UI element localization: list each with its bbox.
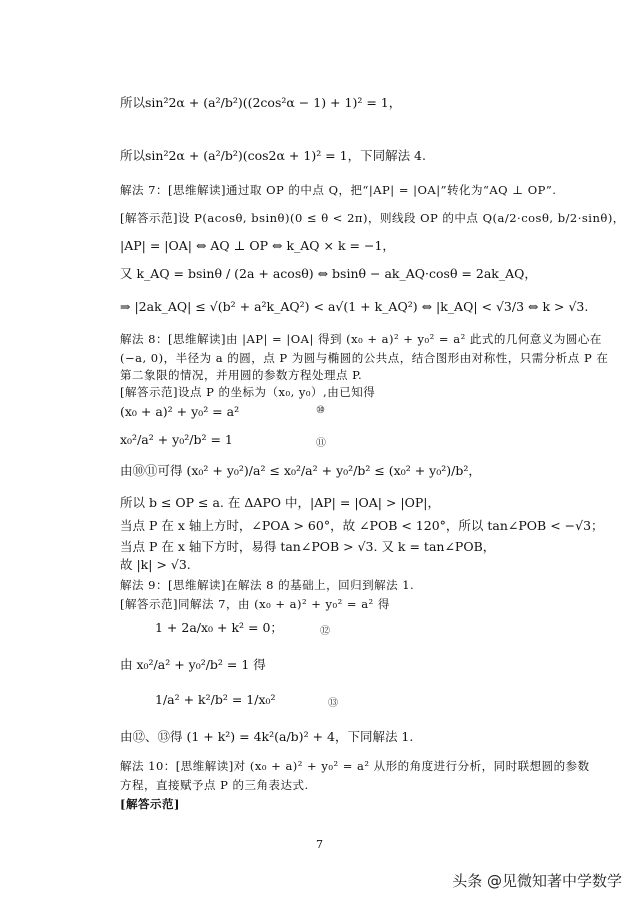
text-line: 方程，直接赋予点 P 的三角表达式.	[120, 778, 309, 792]
text-line: 解法 9：[思维解读]在解法 8 的基础上，回归到解法 1.	[120, 578, 415, 592]
equation-tag: ⑩	[316, 405, 325, 416]
text-line: [解答示范]同解法 7，由 (x₀ + a)² + y₀² = a² 得	[120, 597, 390, 611]
equation-line: 1 + 2a/x₀ + k² = 0；	[155, 620, 283, 635]
equation-tag: ⑪	[316, 438, 326, 449]
text-line: 解法 8：[思维解读]由 |AP| = |OA| 得到 (x₀ + a)² + y₀² = a² 此式的几何意义为圆心在	[120, 332, 602, 346]
text-line: 由⑩⑪可得 (x₀² + y₀²)/a² ≤ x₀²/a² + y₀²/b² ≤ (x₀² + y₀²)/b²，	[120, 463, 481, 478]
text-line: 又 k_AQ = bsinθ / (2a + acosθ) ⇔ bsinθ − ak_AQ·cosθ = 2ak_AQ，	[120, 266, 537, 281]
text-line: 当点 P 在 x 轴下方时，易得 tan∠POB > √3. 又 k = tan∠POB，	[120, 539, 496, 554]
text-line: 解法 7：[思维解读]通过取 OP 的中点 Q，把“|AP| = |OA|”转化为“AQ ⊥ OP”.	[120, 183, 557, 197]
page-number: 7	[316, 838, 323, 851]
text-line: ⇒ |2ak_AQ| ≤ √(b² + a²k_AQ²) < a√(1 + k_AQ²) ⇔ |k_AQ| < √3/3 ⇔ k > √3.	[120, 299, 589, 314]
text-line: 当点 P 在 x 轴上方时，∠POA > 60°，故 ∠POB < 120°，所以 tan∠POB < −√3；	[120, 518, 604, 533]
text-line: |AP| = |OA| ⇔ AQ ⊥ OP ⇔ k_AQ × k = −1，	[120, 238, 395, 253]
text-line: 所以sin²2α + (a²/b²)(cos2α + 1)² = 1，下同解法 4.	[120, 148, 426, 163]
text-line: 所以 b ≤ OP ≤ a. 在 ΔAPO 中，|AP| = |OA| > |OP|，	[120, 495, 441, 510]
text-line: 故 |k| > √3.	[120, 557, 191, 572]
equation-line: x₀²/a² + y₀²/b² = 1	[120, 432, 233, 447]
text-line: 所以sin²2α + (a²/b²)((2cos²α − 1) + 1)² = 1，	[120, 95, 402, 110]
equation-line: 1/a² + k²/b² = 1/x₀²	[155, 692, 276, 707]
text-line: [解答示范]设 P(acosθ, bsinθ)(0 ≤ θ < 2π)，则线段 OP 的中点 Q(a/2·cosθ, b/2·sinθ)，	[120, 211, 625, 225]
equation-line: (x₀ + a)² + y₀² = a²	[120, 404, 240, 419]
text-line: 由⑫、⑬得 (1 + k²) = 4k²(a/b)² + 4，下同解法 1.	[120, 729, 414, 744]
equation-tag: ⑫	[320, 626, 330, 637]
text-line: 由 x₀²/a² + y₀²/b² = 1 得	[120, 657, 266, 672]
text-line: 解法 10：[思维解读]对 (x₀ + a)² + y₀² = a² 从形的角度进行分析，同时联想圆的参数	[120, 759, 590, 773]
text-line: [解答示范]设点 P 的坐标为（x₀, y₀）,由已知得	[120, 385, 376, 399]
equation-tag: ⑬	[328, 698, 338, 709]
text-line: (−a, 0)，半径为 a 的圆，点 P 为圆与椭圆的公共点，结合图形由对称性，只需分析点 P 在	[120, 351, 609, 365]
text-line: [解答示范]	[120, 797, 180, 811]
watermark: 头条 @见微知著中学数学	[452, 872, 622, 890]
text-line: 第二象限的情况，并用圆的参数方程处理点 P.	[120, 368, 363, 382]
